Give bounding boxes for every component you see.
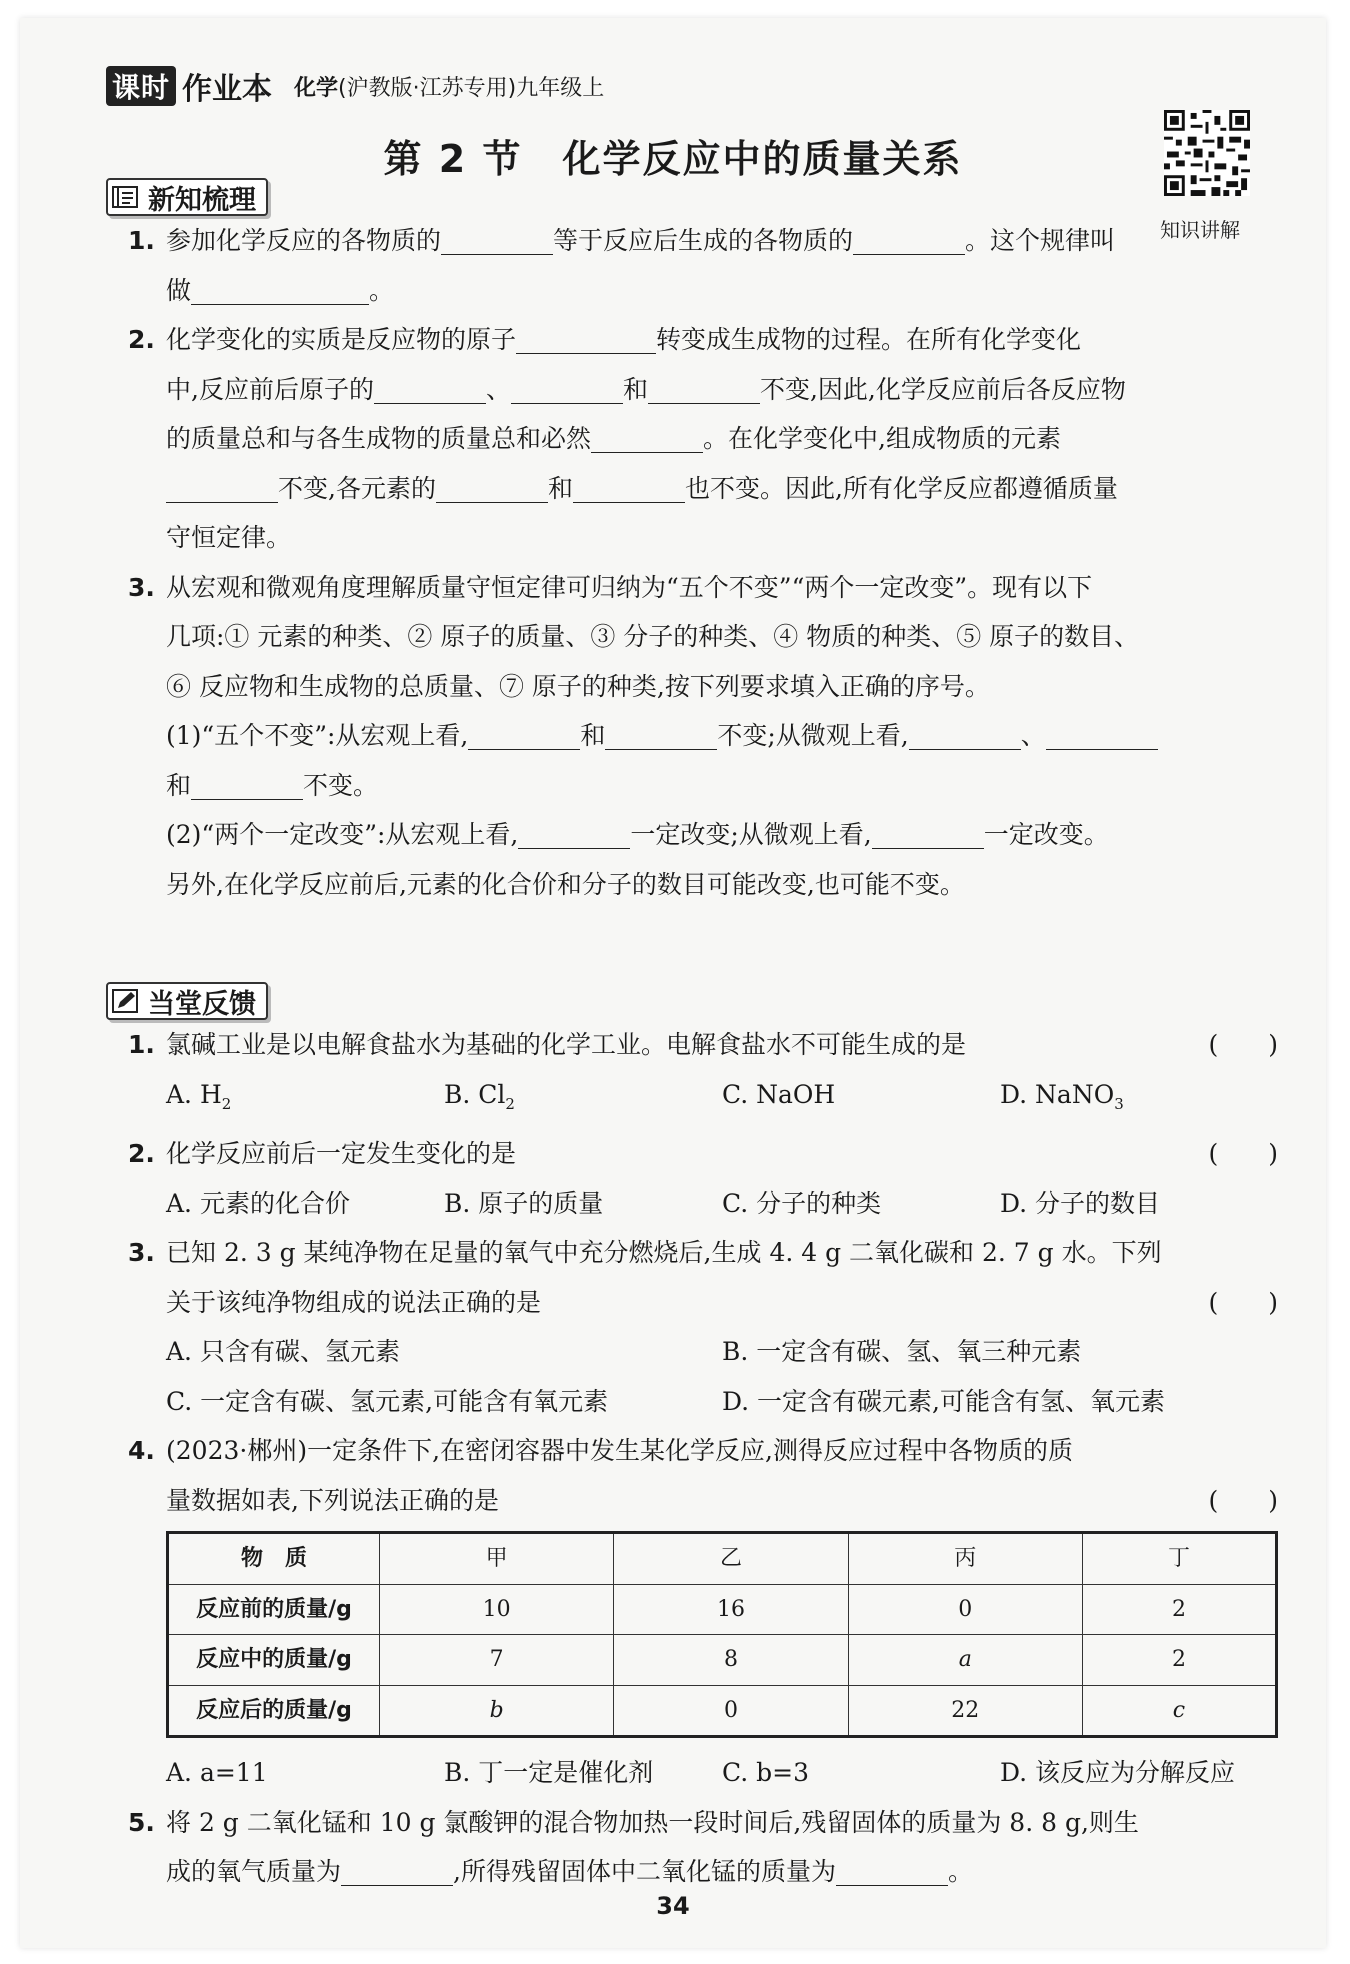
stem: 量数据如表,下列说法正确的是 (166, 1485, 499, 1515)
answer-blank[interactable] (605, 719, 717, 750)
table-cell: a (848, 1635, 1082, 1686)
table-header-cell: 物 质 (168, 1533, 380, 1585)
answer-blank[interactable] (374, 373, 486, 404)
option-c[interactable]: C. b=3 (722, 1758, 809, 1787)
question-number: 1. (128, 226, 155, 255)
question-number: 2. (128, 325, 155, 354)
section-heading-class-feedback (106, 982, 268, 1020)
text: 将 2 g 二氧化锰和 10 g 氯酸钾的混合物加热一段时间后,残留固体的质量为 8. 8 g,则生 (166, 1807, 1139, 1837)
option-c[interactable]: C. 一定含有碳、氢元素,可能含有氧元素 (166, 1386, 609, 1416)
brand-logo: 课时 (106, 66, 176, 106)
options (166, 1070, 1278, 1130)
answer-paren[interactable]: ( ) (1208, 1139, 1278, 1168)
answer-blank[interactable] (341, 1855, 453, 1886)
text: 中,反应前后原子的 (166, 374, 374, 404)
page (20, 18, 1326, 1948)
table-row (168, 1685, 1277, 1737)
table-cell: b (380, 1685, 614, 1737)
answer-blank[interactable] (591, 422, 703, 453)
qr-code-icon[interactable] (1164, 110, 1250, 196)
mass-data-table (166, 1531, 1278, 1738)
answer-blank[interactable] (872, 818, 984, 849)
text: 等于反应后生成的各物质的 (553, 226, 854, 255)
text: 和 (166, 770, 192, 800)
text: 、 (485, 374, 511, 404)
option-d[interactable]: D. 分子的数目 (1000, 1188, 1161, 1218)
text: 的质量总和与各生成物的质量总和必然 (166, 424, 592, 453)
table-cell: 7 (380, 1635, 614, 1686)
option-d[interactable]: D. 该反应为分解反应 (1000, 1758, 1236, 1787)
page-number: 34 (656, 1892, 690, 1920)
text: 从宏观和微观角度理解质量守恒定律可归纳为“五个不变”“两个一定改变”。现有以下 (166, 572, 1093, 602)
answer-blank[interactable] (191, 769, 303, 800)
answer-blank[interactable] (573, 472, 685, 503)
section-heading-new-knowledge (106, 178, 268, 216)
table-cell: 0 (614, 1685, 848, 1737)
answer-blank[interactable] (191, 274, 369, 305)
table-header-cell: 丁 (1082, 1533, 1276, 1585)
text: 。 (369, 275, 395, 305)
subject: 化学 (294, 75, 339, 101)
s1-question-1 (128, 216, 1278, 315)
text: 参加化学反应的各物质的 (166, 226, 442, 255)
table-cell: 反应中的质量/g (168, 1635, 380, 1686)
pencil-icon (112, 989, 140, 1013)
table-cell: 反应后的质量/g (168, 1685, 380, 1737)
text: 守恒定律。 (166, 523, 292, 552)
option-a[interactable]: A. 只含有碳、氢元素 (166, 1337, 400, 1366)
answer-paren[interactable]: ( ) (1208, 1485, 1278, 1515)
option-text: D. NaNO (1000, 1079, 1115, 1109)
answer-blank[interactable] (836, 1855, 948, 1886)
option-text: B. Cl (444, 1079, 506, 1109)
stem: 已知 2. 3 g 某纯净物在足量的氧气中充分燃烧后,生成 4. 4 g 二氧化碳和 2. 7 g 水。下列 (166, 1238, 1162, 1267)
options (128, 1748, 1278, 1798)
answer-paren[interactable]: ( ) (1208, 1030, 1278, 1059)
table-header-row (168, 1533, 1277, 1585)
stem: (2023·郴州)一定条件下,在密闭容器中发生某化学反应,测得反应过程中各物质的质 (166, 1436, 1073, 1465)
subject-line (294, 71, 604, 102)
text: 转变成生成物的过程。在所有化学变化 (656, 325, 1082, 354)
question-number: 1. (128, 1030, 155, 1059)
option-b[interactable]: B. 原子的质量 (444, 1188, 604, 1218)
options (166, 1377, 1278, 1427)
table-cell: 2 (1082, 1584, 1276, 1635)
table-cell: 16 (614, 1584, 848, 1635)
option-b[interactable]: B. 丁一定是催化剂 (444, 1758, 654, 1787)
section1-content (128, 216, 1278, 909)
option-a[interactable]: A. a=11 (166, 1758, 268, 1787)
text: 另外,在化学反应前后,元素的化合价和分子的数目可能改变,也可能不变。 (166, 869, 965, 899)
option-a[interactable]: A. 元素的化合价 (166, 1188, 350, 1218)
section2-content (128, 1020, 1278, 1897)
header (106, 66, 604, 106)
stem: 氯碱工业是以电解食盐水为基础的化学工业。电解食盐水不可能生成的是 (166, 1030, 967, 1059)
table-cell: 8 (614, 1635, 848, 1686)
text: 和 (580, 721, 606, 750)
table-row (168, 1635, 1277, 1686)
question-number: 3. (128, 1238, 155, 1267)
table-cell: 2 (1082, 1635, 1276, 1686)
section-heading-text: 当堂反馈 (148, 988, 256, 1020)
options (166, 1327, 1278, 1377)
options (166, 1179, 1278, 1229)
stem: 关于该纯净物组成的说法正确的是 (166, 1287, 542, 1317)
option-d[interactable] (1000, 1070, 1278, 1130)
question-number: 4. (128, 1436, 155, 1465)
table-cell: 0 (848, 1584, 1082, 1635)
text: 成的氧气质量为 (166, 1857, 342, 1886)
answer-blank[interactable] (166, 472, 278, 503)
table-header-cell: 甲 (380, 1533, 614, 1585)
text: (1)“五个不变”:从宏观上看, (166, 721, 469, 750)
option-text: C. NaOH (722, 1079, 836, 1109)
answer-paren[interactable]: ( ) (1208, 1287, 1278, 1317)
text: 、 (1020, 721, 1046, 750)
text: 一定改变;从微观上看, (630, 820, 872, 849)
table-header-cell: 乙 (614, 1533, 848, 1585)
answer-blank[interactable] (441, 224, 553, 255)
text: 不变,各元素的 (278, 473, 436, 503)
option-b[interactable]: B. 一定含有碳、氢、氧三种元素 (722, 1337, 1082, 1366)
subscript: 2 (221, 1094, 232, 1113)
answer-blank[interactable] (518, 818, 630, 849)
answer-blank[interactable] (1046, 719, 1158, 750)
answer-blank[interactable] (511, 373, 623, 404)
subscript: 2 (505, 1094, 515, 1113)
s2-question-5 (128, 1798, 1278, 1897)
edition: (沪教版·江苏专用)九年级上 (338, 75, 605, 101)
notebook-icon (112, 185, 140, 209)
s2-question-4 (128, 1426, 1278, 1798)
table-cell: 22 (848, 1685, 1082, 1737)
s2-question-1 (128, 1020, 1278, 1129)
option-d[interactable]: D. 一定含有碳元素,可能含有氢、氧元素 (722, 1386, 1165, 1416)
table-header-cell: 丙 (848, 1533, 1082, 1585)
question-number: 2. (128, 1139, 155, 1168)
table-cell: 10 (380, 1584, 614, 1635)
option-b[interactable] (444, 1070, 722, 1130)
text: ⑥ 反应物和生成物的总质量、⑦ 原子的种类,按下列要求填入正确的序号。 (166, 671, 990, 701)
qr-label: 知识讲解 (1160, 218, 1240, 242)
text: 。 (947, 1857, 973, 1886)
text: 几项:① 元素的种类、② 原子的质量、③ 分子的种类、④ 物质的种类、⑤ 原子的数目、 (166, 622, 1140, 651)
text: (2)“两个一定改变”:从宏观上看, (166, 820, 519, 849)
section-heading-text: 新知梳理 (148, 184, 256, 216)
table-row (168, 1584, 1277, 1635)
text: 不变。 (303, 770, 379, 800)
stem-block (128, 1426, 1278, 1525)
text: 和 (622, 374, 648, 404)
question-number: 5. (128, 1807, 155, 1837)
s2-question-3 (128, 1228, 1278, 1426)
answer-blank[interactable] (468, 719, 580, 750)
option-text: A. H (166, 1079, 222, 1109)
option-c[interactable] (722, 1070, 1000, 1130)
subscript: 3 (1114, 1094, 1124, 1113)
table-cell: c (1082, 1685, 1276, 1737)
answer-blank[interactable] (853, 224, 965, 255)
brand-text: 作业本 (182, 72, 273, 107)
text: 一定改变。 (983, 820, 1109, 849)
text: 。在化学变化中,组成物质的元素 (703, 424, 1061, 453)
table-cell: 反应前的质量/g (168, 1584, 380, 1635)
answer-blank[interactable] (516, 323, 656, 354)
s1-question-3 (128, 563, 1278, 910)
question-number: 3. (128, 572, 155, 602)
text: 不变;从微观上看, (717, 721, 909, 750)
answer-blank[interactable] (436, 472, 548, 503)
text: 也不变。因此,所有化学反应都遵循质量 (684, 473, 1118, 503)
answer-blank[interactable] (648, 373, 760, 404)
option-c[interactable]: C. 分子的种类 (722, 1188, 882, 1218)
section-title: 第 2 节 化学反应中的质量关系 (383, 137, 963, 181)
text: 做 (166, 275, 192, 305)
option-a[interactable] (166, 1070, 444, 1130)
s2-question-2 (128, 1129, 1278, 1228)
stem: 化学反应前后一定发生变化的是 (166, 1139, 517, 1168)
text: 。这个规律叫 (965, 226, 1116, 255)
s1-question-2 (128, 315, 1278, 563)
text: ,所得残留固体中二氧化锰的质量为 (453, 1857, 836, 1886)
text: 化学变化的实质是反应物的原子 (166, 325, 517, 354)
text: 和 (547, 473, 573, 503)
text: 不变,因此,化学反应前后各反应物 (759, 374, 1126, 404)
answer-blank[interactable] (909, 719, 1021, 750)
